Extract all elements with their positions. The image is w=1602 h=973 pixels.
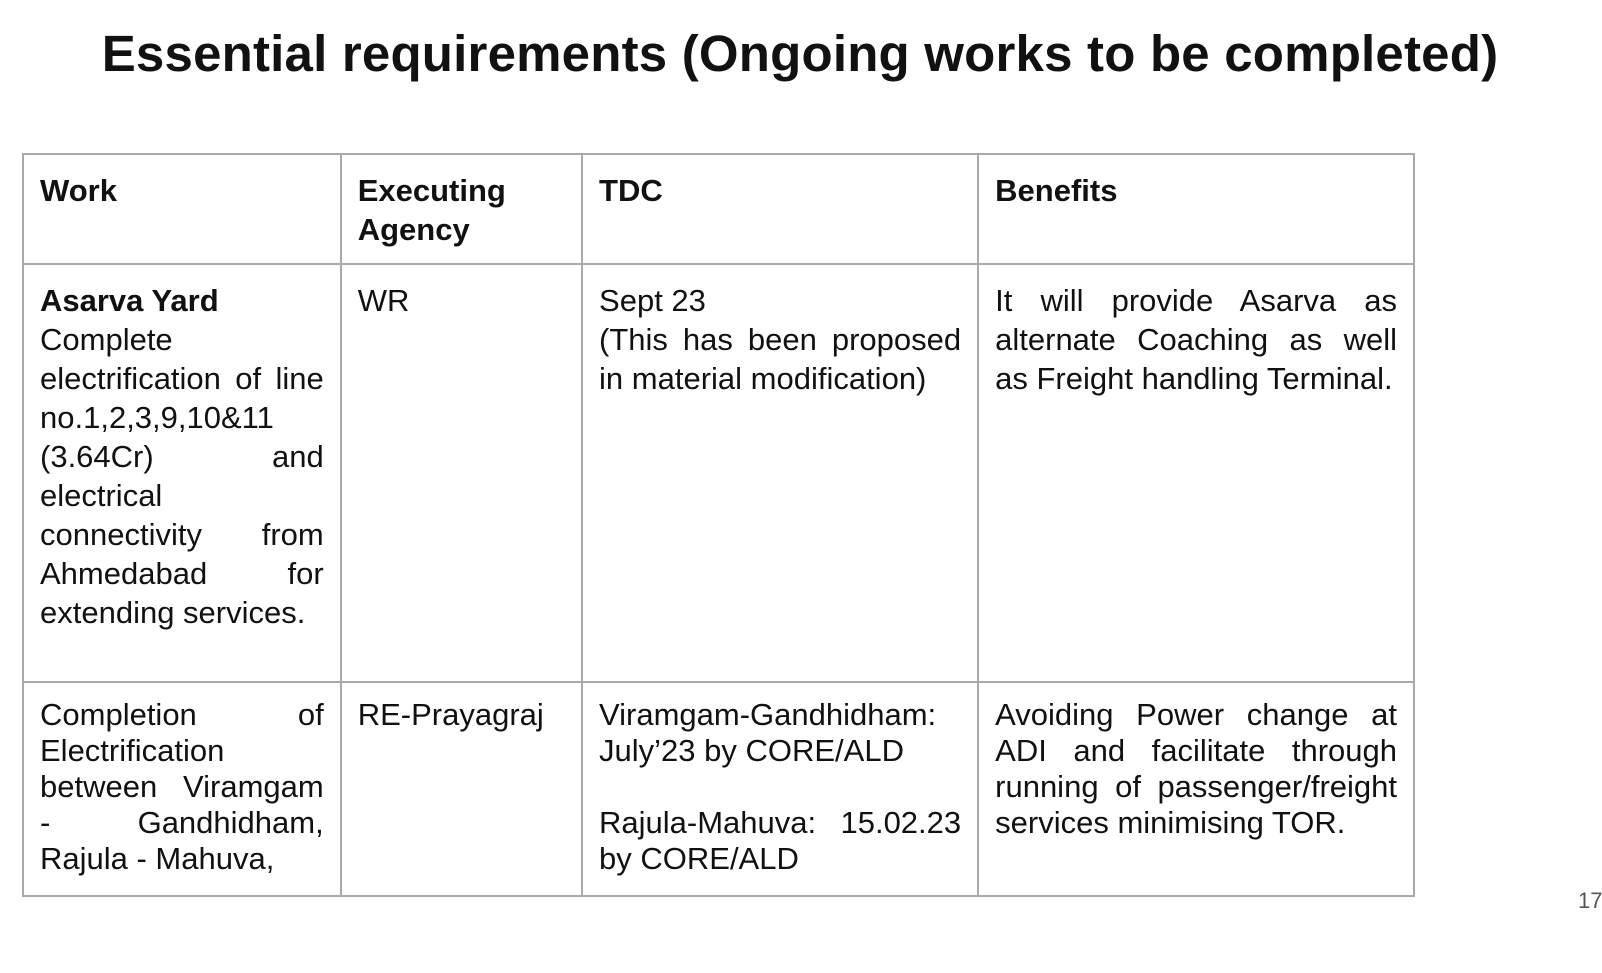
work-description: Complete electrification of line no.1,2,3,9,10&11 (3.64Cr) and electrical connectivity from Ahmedabad for extending services. (40, 322, 324, 630)
tdc-viramgam-gandhidham: Viramgam-Gandhidham: July’23 by CORE/ALD (599, 697, 937, 768)
tdc-note: (This has been proposed in material modification) (599, 322, 962, 396)
header-work: Work (23, 154, 341, 264)
work-cell (23, 264, 341, 682)
agency-cell: RE-Prayagraj (341, 682, 582, 896)
tdc-cell (582, 682, 978, 896)
work-cell: Completion of Electrification between Viramgam - Gandhidham, Rajula - Mahuva, (23, 682, 341, 896)
page-number: 17 (1578, 888, 1602, 913)
benefits-cell: It will provide Asarva as alternate Coaching as well as Freight handling Terminal. (978, 264, 1414, 682)
slide-title: Essential requirements (Ongoing works to be completed) (101, 25, 1499, 82)
work-heading: Asarva Yard (40, 283, 219, 318)
header-tdc: TDC (582, 154, 978, 264)
tdc-cell (582, 264, 978, 682)
header-executing-agency: Executing Agency (341, 154, 582, 264)
tdc-date: Sept 23 (599, 283, 706, 318)
agency-cell: WR (341, 264, 582, 682)
paragraph-gap (599, 769, 961, 805)
tdc-rajula-mahuva: Rajula-Mahuva: 15.02.23 by CORE/ALD (599, 805, 962, 876)
table-row (23, 264, 1414, 682)
table-row (23, 682, 1414, 896)
benefits-cell: Avoiding Power change at ADI and facilitate through running of passenger/freight services minimising TOR. (978, 682, 1414, 896)
table-header-row (23, 154, 1414, 264)
header-benefits: Benefits (978, 154, 1414, 264)
requirements-table (22, 153, 1415, 897)
